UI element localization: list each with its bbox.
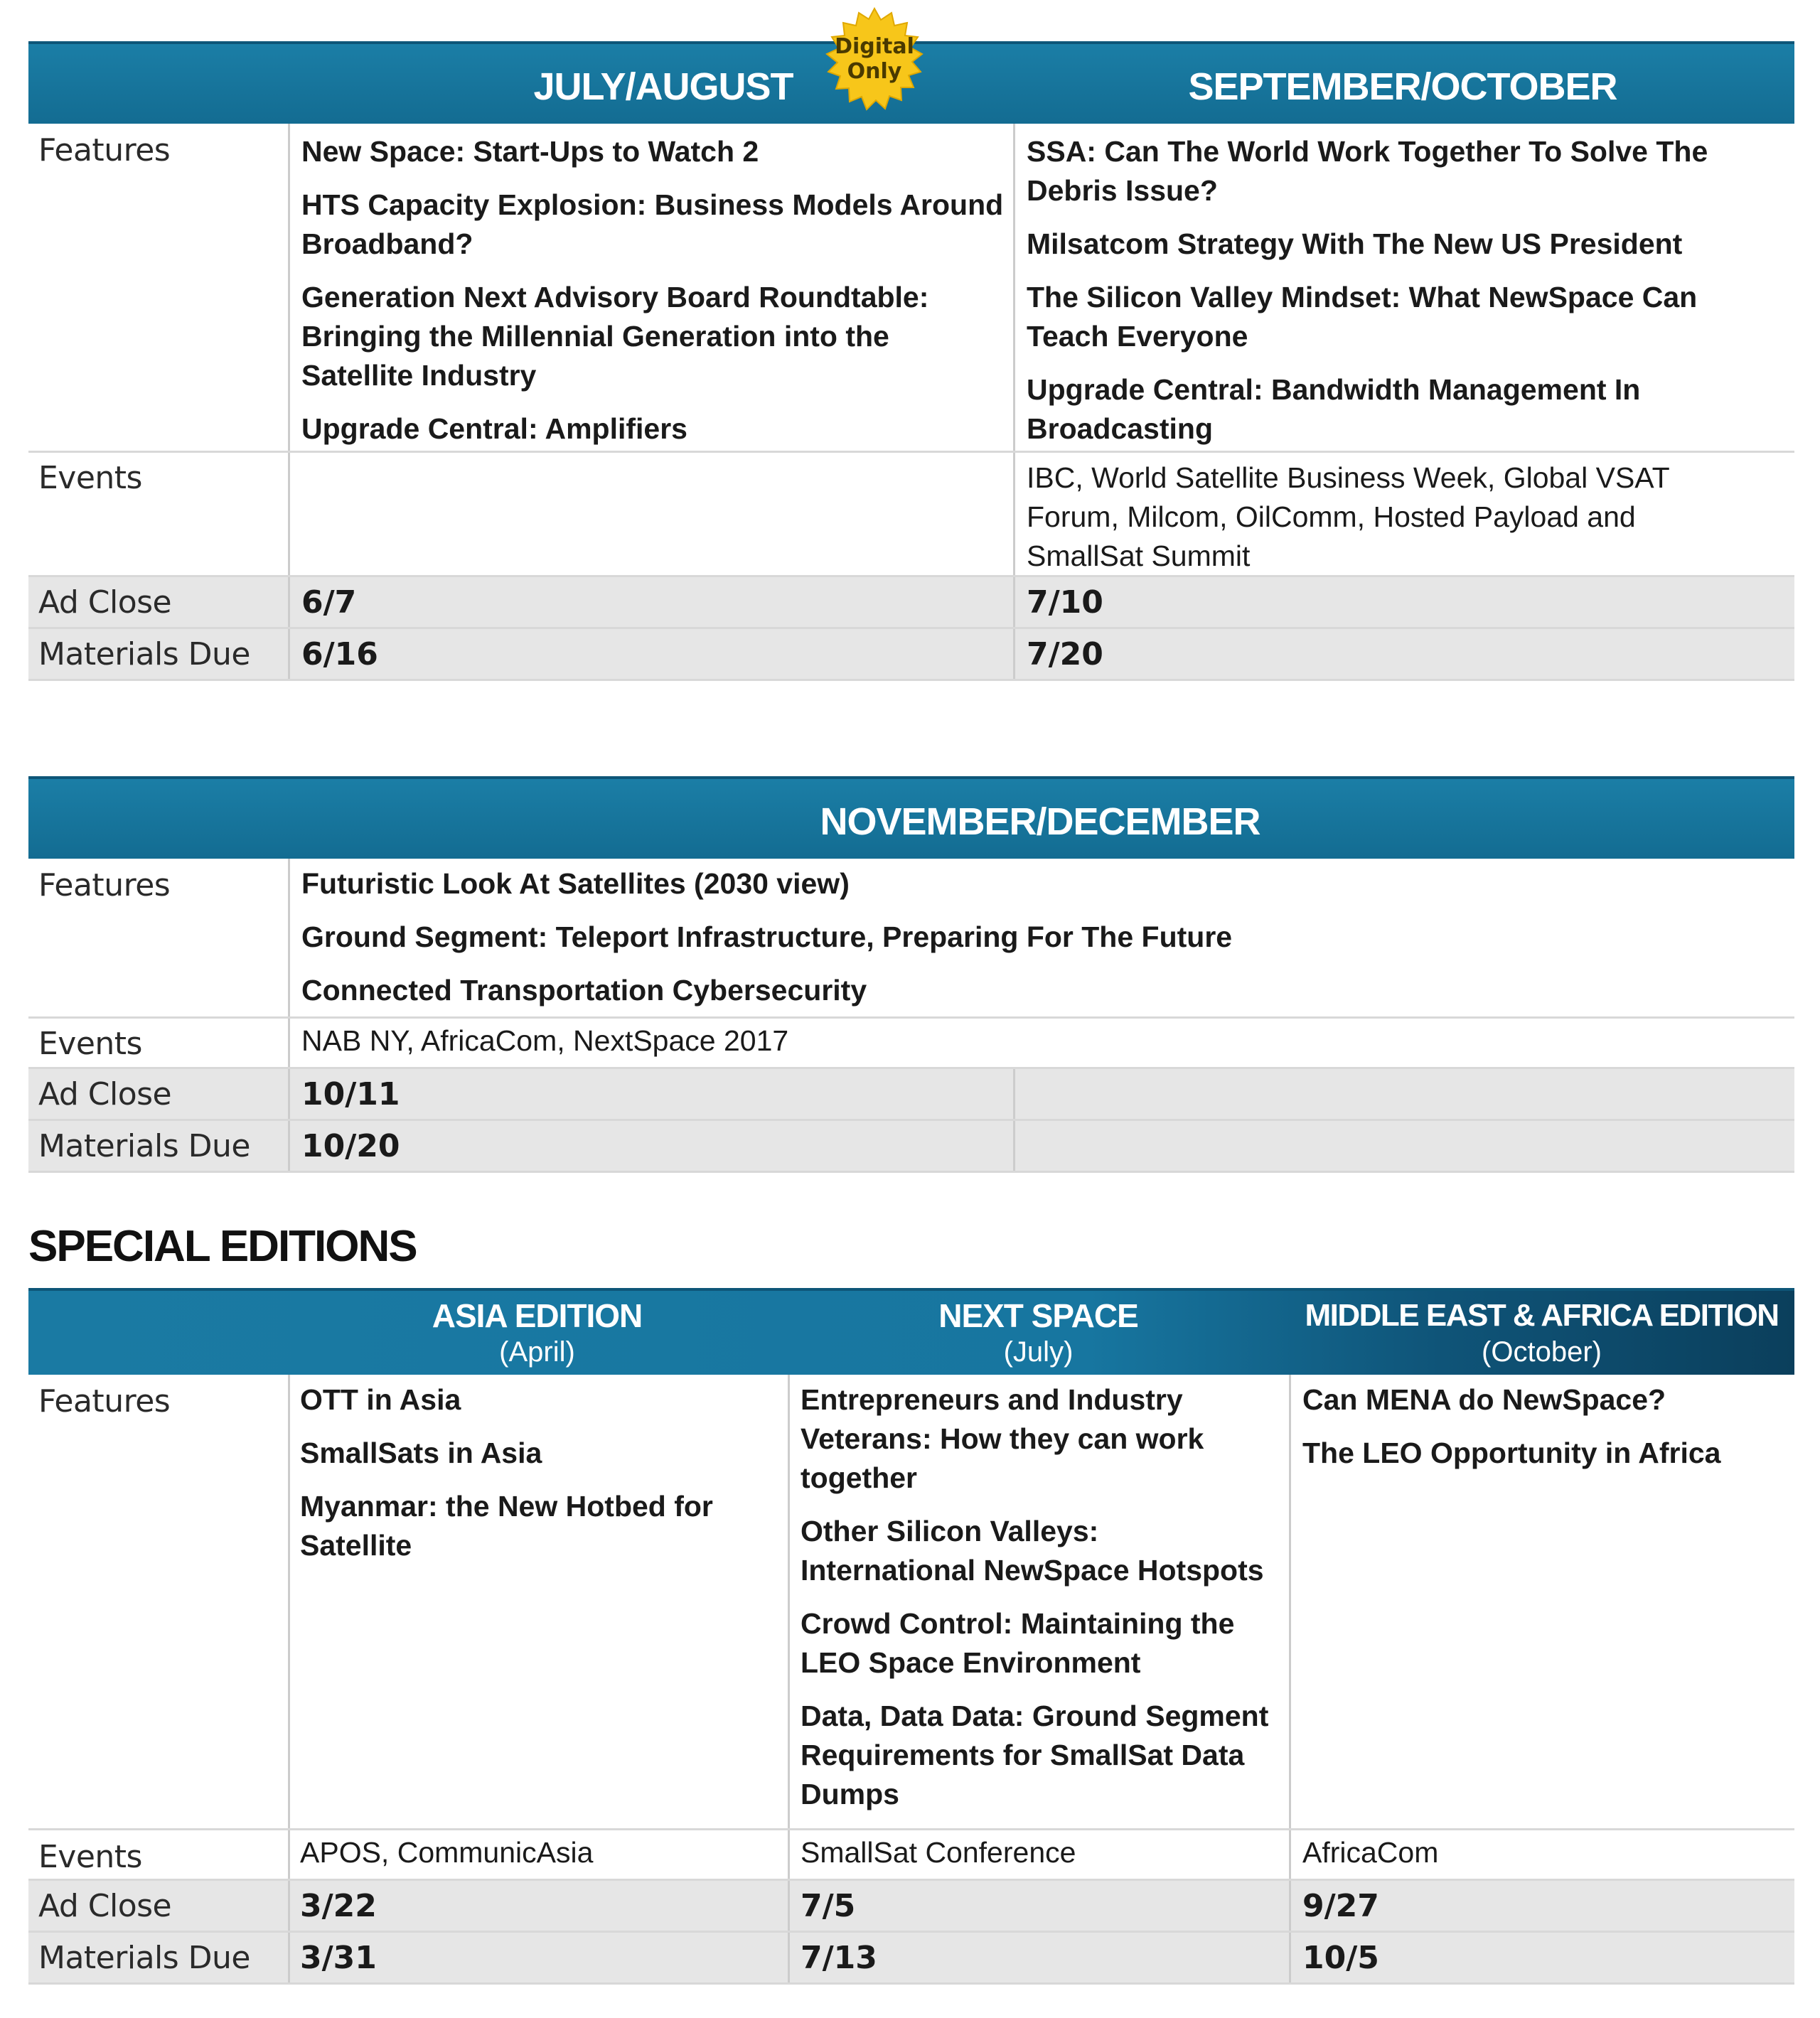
digital-only-badge xyxy=(821,7,928,114)
column-divider xyxy=(288,124,290,451)
events-row xyxy=(28,1830,1794,1881)
row-label-events: Events xyxy=(38,1839,142,1875)
ad-close-july-august: 6/7 xyxy=(301,584,357,621)
column-divider xyxy=(288,1121,290,1171)
materials-due-november-december: 10/20 xyxy=(301,1128,400,1164)
row-label-features: Features xyxy=(38,1383,171,1419)
asia-edition-header xyxy=(287,1297,788,1369)
features-july-august xyxy=(301,132,1005,463)
features-row xyxy=(28,859,1794,1019)
column-divider xyxy=(1289,1830,1291,1879)
ad-close-row xyxy=(28,577,1794,629)
ad-close-mena-edition: 9/27 xyxy=(1302,1888,1379,1924)
column-divider xyxy=(1013,1121,1015,1171)
materials-due-row xyxy=(28,1933,1794,1985)
column-divider xyxy=(1289,1375,1291,1828)
table-header xyxy=(28,1288,1794,1375)
next-space-month: (July) xyxy=(1003,1336,1074,1368)
feature-item: Upgrade Central: Bandwidth Management In Broadcasting xyxy=(1027,373,1641,445)
mena-edition-title: MIDDLE EAST & AFRICA EDITION xyxy=(1305,1298,1779,1333)
column-divider xyxy=(1289,1881,1291,1931)
column-divider xyxy=(1013,1069,1015,1119)
ad-close-row xyxy=(28,1881,1794,1933)
feature-item: Generation Next Advisory Board Roundtable: Bringing the Millennial Generation into the Satellite Industry xyxy=(301,281,929,392)
special-editions-title: SPECIAL EDITIONS xyxy=(28,1222,417,1271)
column-divider xyxy=(788,1375,790,1828)
feature-item: Upgrade Central: Amplifiers xyxy=(301,412,687,445)
feature-item: Other Silicon Valleys: International NewSpace Hotspots xyxy=(801,1515,1264,1587)
feature-item: Connected Transportation Cybersecurity xyxy=(301,974,867,1007)
row-label-ad-close: Ad Close xyxy=(38,1888,172,1924)
row-label-features: Features xyxy=(38,867,171,903)
column-title-november-december: NOVEMBER/DECEMBER xyxy=(820,800,1260,843)
asia-edition-month: (April) xyxy=(499,1336,575,1368)
events-row xyxy=(28,453,1794,577)
column-divider xyxy=(288,1069,290,1119)
row-label-materials-due: Materials Due xyxy=(38,1128,250,1164)
column-divider xyxy=(1013,124,1015,451)
materials-due-row xyxy=(28,1121,1794,1173)
mena-edition-header xyxy=(1289,1297,1794,1369)
column-divider xyxy=(288,1830,290,1879)
events-asia-edition: APOS, CommunicAsia xyxy=(300,1836,594,1869)
feature-item: Milsatcom Strategy With The New US President xyxy=(1027,227,1683,260)
column-title-september-october: SEPTEMBER/OCTOBER xyxy=(1188,65,1617,108)
feature-item: The Silicon Valley Mindset: What NewSpace Can Teach Everyone xyxy=(1027,281,1698,353)
ad-close-next-space: 7/5 xyxy=(801,1888,856,1924)
materials-due-asia-edition: 3/31 xyxy=(300,1940,377,1976)
badge-line-1: Digital xyxy=(835,34,914,59)
materials-due-mena-edition: 10/5 xyxy=(1302,1940,1379,1976)
ad-close-asia-edition: 3/22 xyxy=(300,1888,377,1924)
column-divider xyxy=(288,577,290,627)
column-divider xyxy=(288,859,290,1016)
materials-due-september-october: 7/20 xyxy=(1027,636,1103,672)
feature-item: New Space: Start-Ups to Watch 2 xyxy=(301,135,759,168)
feature-item: Data, Data Data: Ground Segment Requirements for SmallSat Data Dumps xyxy=(801,1700,1269,1810)
features-row xyxy=(28,124,1794,453)
events-november-december: NAB NY, AfricaCom, NextSpace 2017 xyxy=(301,1024,789,1057)
feature-item: SmallSats in Asia xyxy=(300,1437,542,1469)
feature-item: Crowd Control: Maintaining the LEO Space Environment xyxy=(801,1607,1235,1679)
ad-close-row xyxy=(28,1069,1794,1121)
column-divider xyxy=(288,1375,290,1828)
badge-text xyxy=(821,34,928,84)
features-row xyxy=(28,1375,1794,1830)
column-divider xyxy=(1013,453,1015,575)
feature-item: Futuristic Look At Satellites (2030 view) xyxy=(301,867,850,900)
feature-item: Myanmar: the New Hotbed for Satellite xyxy=(300,1490,713,1562)
table-special-editions xyxy=(28,1288,1794,1985)
feature-item: Ground Segment: Teleport Infrastructure, Preparing For The Future xyxy=(301,921,1233,953)
column-title-july-august: JULY/AUGUST xyxy=(533,65,793,108)
materials-due-row xyxy=(28,629,1794,681)
asia-edition-title: ASIA EDITION xyxy=(432,1297,643,1334)
row-label-ad-close: Ad Close xyxy=(38,584,172,621)
badge-line-2: Only xyxy=(847,59,902,84)
events-row xyxy=(28,1019,1794,1069)
table-nov-dec xyxy=(28,776,1794,1173)
row-label-materials-due: Materials Due xyxy=(38,636,250,672)
features-november-december xyxy=(301,864,1780,1024)
feature-item: HTS Capacity Explosion: Business Models Around Broadband? xyxy=(301,188,1004,260)
row-label-features: Features xyxy=(38,132,171,168)
feature-item: OTT in Asia xyxy=(300,1383,461,1416)
events-next-space: SmallSat Conference xyxy=(801,1836,1076,1869)
row-label-materials-due: Materials Due xyxy=(38,1940,250,1976)
table-jul-aug-sep-oct xyxy=(28,41,1794,681)
column-divider xyxy=(288,629,290,679)
row-label-events: Events xyxy=(38,1026,142,1062)
column-divider xyxy=(1013,629,1015,679)
events-september-october: IBC, World Satellite Business Week, Global VSAT Forum, Milcom, OilComm, Hosted Payload and SmallSat Summit xyxy=(1027,461,1669,572)
feature-item: Can MENA do NewSpace? xyxy=(1302,1383,1666,1416)
features-mena-edition xyxy=(1302,1380,1786,1487)
column-divider xyxy=(788,1933,790,1982)
next-space-title: NEXT SPACE xyxy=(938,1297,1138,1334)
ad-close-september-october: 7/10 xyxy=(1027,584,1103,621)
column-divider xyxy=(1013,577,1015,627)
features-next-space xyxy=(801,1380,1278,1828)
column-divider xyxy=(288,1019,290,1067)
column-divider xyxy=(288,1881,290,1931)
features-september-october xyxy=(1027,132,1787,463)
column-divider xyxy=(288,453,290,575)
row-label-events: Events xyxy=(38,460,142,496)
events-mena-edition: AfricaCom xyxy=(1302,1836,1439,1869)
feature-item: The LEO Opportunity in Africa xyxy=(1302,1437,1721,1469)
next-space-header xyxy=(788,1297,1289,1369)
column-divider xyxy=(788,1881,790,1931)
row-label-ad-close: Ad Close xyxy=(38,1076,172,1112)
materials-due-next-space: 7/13 xyxy=(801,1940,877,1976)
materials-due-july-august: 6/16 xyxy=(301,636,378,672)
feature-item: SSA: Can The World Work Together To Solve The Debris Issue? xyxy=(1027,135,1708,207)
features-asia-edition xyxy=(300,1380,776,1579)
column-divider xyxy=(788,1830,790,1879)
ad-close-november-december: 10/11 xyxy=(301,1076,400,1112)
column-divider xyxy=(288,1933,290,1982)
column-divider xyxy=(1289,1933,1291,1982)
mena-edition-month: (October) xyxy=(1482,1336,1602,1368)
table-header xyxy=(28,776,1794,859)
feature-item: Entrepreneurs and Industry Veterans: How they can work together xyxy=(801,1383,1204,1494)
